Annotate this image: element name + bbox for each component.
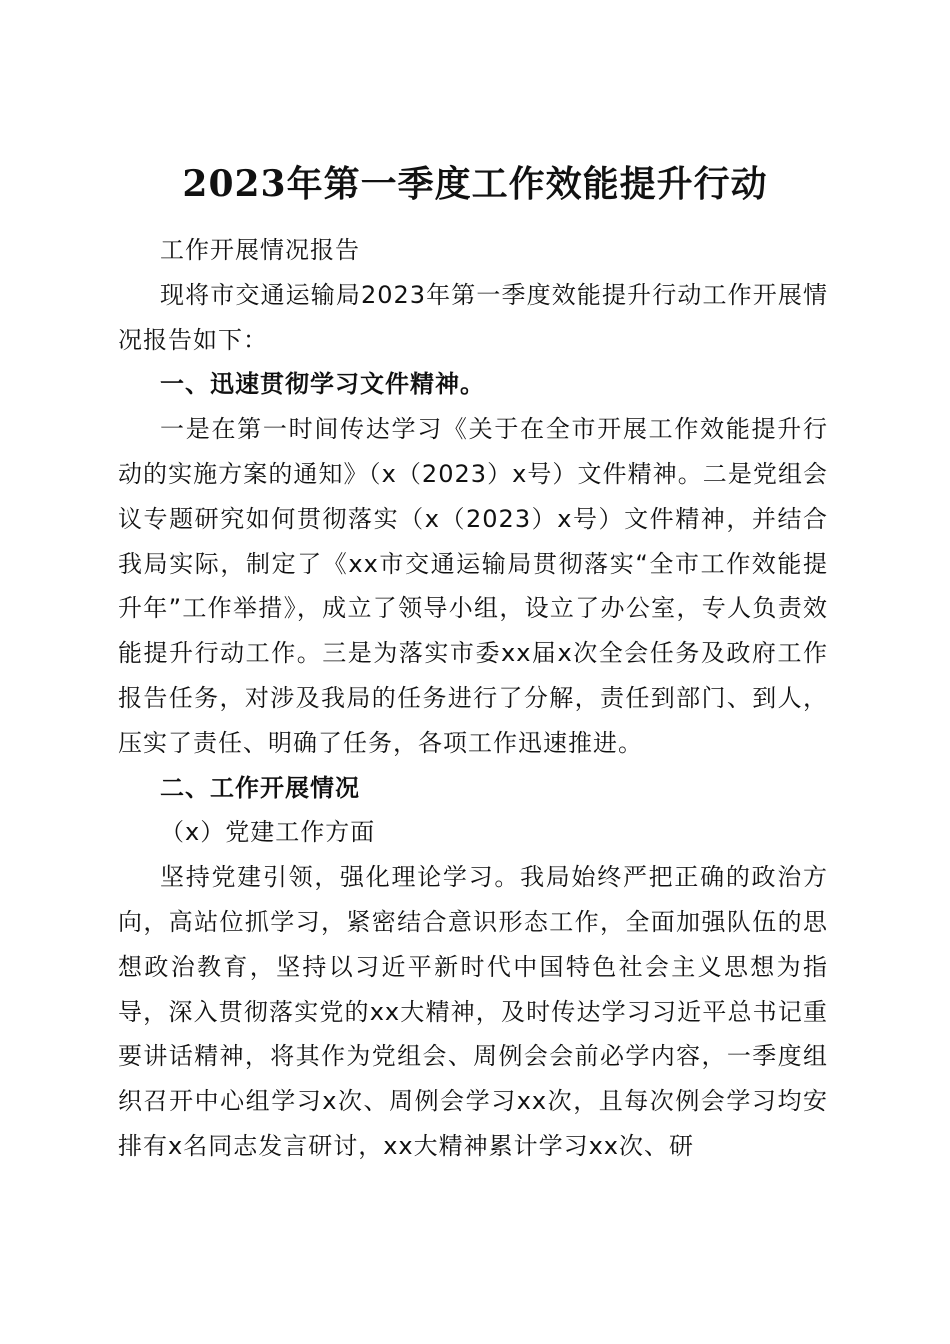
party-work-paragraph: 坚持党建引领，强化理论学习。我局始终严把正确的政治方向，高站位抓学习，紧密结合意识形态工作，全面加强队伍的思想政治教育，坚持以习近平新时代中国特色社会主义思想为指导，深入贯彻落实党的xx大精神，及时传达学习习近平总书记重要讲话精神，将其作为党组会、周例会会前必学内容，一季度组织召开中心组学习x次、周例会学习xx次，且每次例会学习均安排有x名同志发言研讨，xx大精神累计学习xx次、研 — [118, 863, 828, 1160]
report-subtitle: 工作开展情况报告 — [160, 236, 360, 264]
subsection-heading-party: （x）党建工作方面 — [160, 818, 376, 847]
intro-paragraph: 现将市交通运输局2023年第一季度效能提升行动工作开展情况报告如下： — [118, 280, 828, 354]
section-heading-1: 一、迅速贯彻学习文件精神。 — [160, 370, 485, 399]
document-body — [118, 228, 828, 1169]
section-1-paragraph: 一是在第一时间传达学习《关于在全市开展工作效能提升行动的实施方案的通知》（x（2023）x号）文件精神。二是党组会议专题研究如何贯彻落实（x（2023）x号）文件精神，并结合我局实际，制定了《xx市交通运输局贯彻落实“全市工作效能提升年”工作举措》，成立了领导小组，设立了办公室，专人负责效能提升行动工作。三是为落实市委xx届x次全会任务及政府工作报告任务，对涉及我局的任务进行了分解，责任到部门、到人，压实了责任、明确了任务，各项工作迅速推进。 — [118, 415, 828, 757]
section-heading-2: 二、工作开展情况 — [160, 773, 360, 802]
document-title: 2023年第一季度工作效能提升行动 — [182, 163, 768, 206]
